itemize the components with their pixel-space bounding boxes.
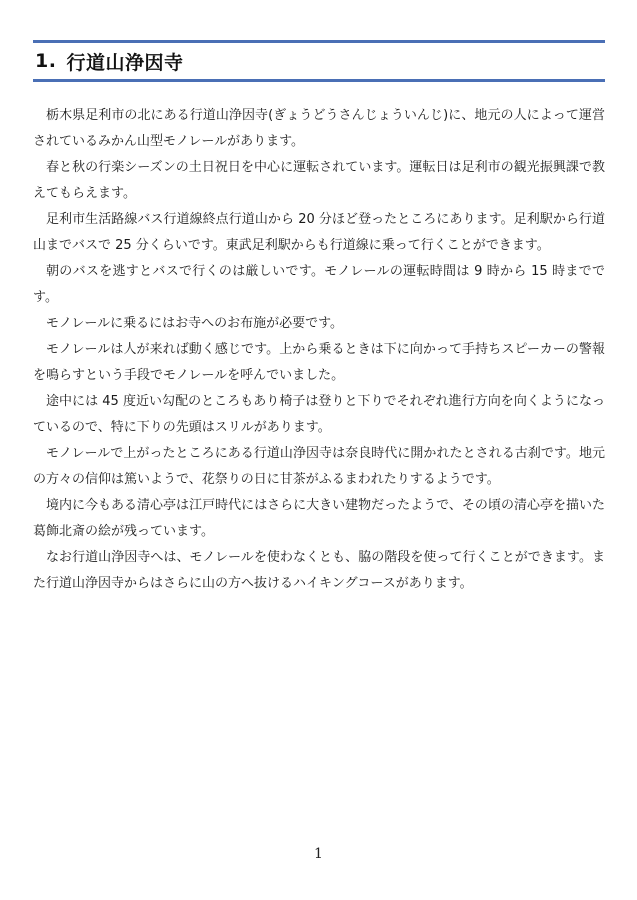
section-title: 行道山浄因寺 bbox=[66, 51, 184, 74]
heading-bottom-rule bbox=[33, 79, 605, 82]
paragraph: モノレールに乗るにはお寺へのお布施が必要です。 bbox=[46, 316, 344, 331]
paragraph: 足利市生活路線バス行道線終点行道山から 20 分ほど登ったところにあります。足利駅から行道山までバスで 25 分くらいです。東武足利駅からも行道線に乗って行くことができます。 bbox=[33, 212, 605, 253]
paragraph: 途中には 45 度近い勾配のところもあり椅子は登りと下りでそれぞれ進行方向を向くようになっているので、特に下りの先頭はスリルがあります。 bbox=[33, 394, 605, 435]
section-number: 1. bbox=[35, 50, 57, 72]
page-number: 1 bbox=[314, 846, 323, 862]
paragraph: モノレールは人が来れば動く感じです。上から乗るときは下に向かって手持ちスピーカーの警報を鳴らすという手段でモノレールを呼んでいました。 bbox=[33, 342, 605, 383]
body-text bbox=[33, 103, 605, 597]
paragraph: 春と秋の行楽シーズンの土日祝日を中心に運転されています。運転日は足利市の観光振興課で教えてもらえます。 bbox=[33, 160, 605, 201]
paragraph: 境内に今もある清心亭は江戸時代にはさらに大きい建物だったようで、その頃の清心亭を描いた葛飾北斎の絵が残っています。 bbox=[33, 498, 605, 539]
section-heading-block bbox=[33, 40, 605, 82]
paragraph: 栃木県足利市の北にある行道山浄因寺(ぎょうどうさんじょういんじ)に、地元の人によって運営されているみかん山型モノレールがあります。 bbox=[33, 108, 605, 149]
section-heading bbox=[33, 43, 605, 79]
paragraph: 朝のバスを逃すとバスで行くのは厳しいです。モノレールの運転時間は 9 時から 15 時までです。 bbox=[33, 264, 605, 305]
paragraph: モノレールで上がったところにある行道山浄因寺は奈良時代に開かれたとされる古刹です。地元の方々の信仰は篤いようで、花祭りの日に甘茶がふるまわれたりするようです。 bbox=[33, 446, 605, 487]
paragraph: なお行道山浄因寺へは、モノレールを使わなくとも、脇の階段を使って行くことができます。また行道山浄因寺からはさらに山の方へ抜けるハイキングコースがあります。 bbox=[33, 550, 605, 591]
